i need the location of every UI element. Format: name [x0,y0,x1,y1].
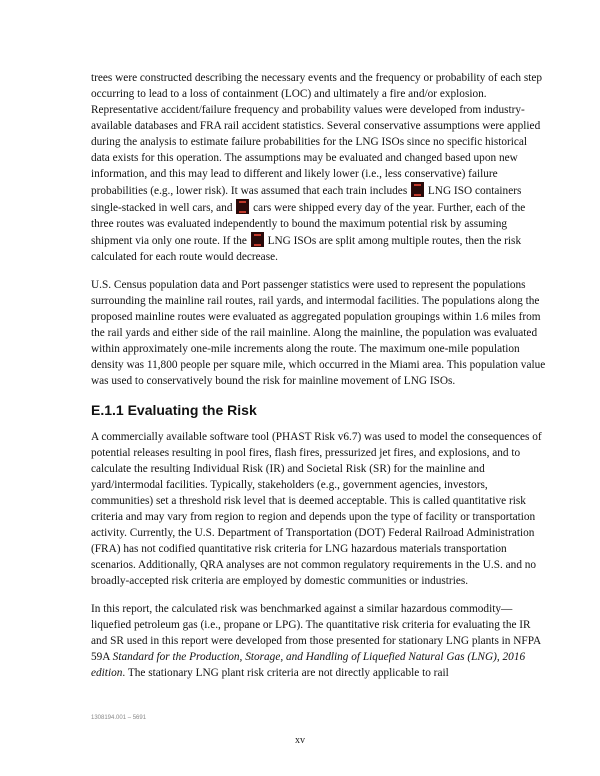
paragraph-benchmark [91,601,548,681]
redaction-mark-icon [411,182,424,197]
p4-text-a: In this report, the calculated risk was benchmarked against a similar hazardous commodity—liquefied petroleum gas (i.e., propane or LPG). The quantitative risk criteria for evaluating the IR and SR used in this report were developed from those presented for stationary LNG plants in NFPA 59A [91,603,541,663]
paragraph-population: U.S. Census population data and Port passenger statistics were used to represent the populations surrounding the mainline rail routes, rail yards, and intermodal facilities. The populations along the proposed mainline routes were evaluated as aggregated population groupings within 1.6 miles from the rail yards and either side of the rail mainline. Along the mainline, the population was evaluated within approximately one-mile increments along the route. The maximum one-mile population density was 11,800 people per square mile, which occurred in the Miami area. This population value was used to conservatively bound the risk for mainline movement of LNG ISOs. [91,279,546,387]
redaction-mark-icon [236,199,249,214]
p4-standard-title: Standard for the Production, Storage, and Handling of Liquefied Natural Gas (LNG), 2016 edition [91,651,526,679]
p1-text-b: LNG ISO containers single-stacked in well cars, and [91,185,522,214]
section-heading: E.1.1 Evaluating the Risk [91,402,257,418]
paragraph-loc-assumptions [91,70,548,265]
redaction-mark-icon [251,232,264,247]
paragraph-phast-risk: A commercially available software tool (PHAST Risk v6.7) was used to model the consequences of potential releases resulting in pool fires, flash fires, pressurized jet fires, and explosions, and to calculate the resulting Individual Risk (IR) and Societal Risk (SR) for the mainline and yard/intermodal facilities. Typically, stakeholders (e.g., government agencies, investors, communities) set a threshold risk level that is deemed acceptable. This is called quantitative risk criteria and may vary from region to region and depends upon the type of facility or transportation activity. Currently, the U.S. Department of Transportation (DOT) Federal Railroad Administration (FRA) has not codified quantitative risk criteria for LNG hazardous materials transportation scenarios. Additionally, QRA analyses are not common regulatory requirements in the U.S. and no broadly-accepted risk criteria are employed by domestic communities or industries. [91,431,542,587]
page-number: xv [295,735,305,746]
p1-text-c: cars were shipped every day of the year. Further, each of the three routes was evaluated independently to bound the maximum potential risk by assuming shipment via only one route. If the [91,202,526,247]
p4-text-b: . The stationary LNG plant risk criteria are not directly applicable to rail [122,667,449,679]
p1-text-a: trees were constructed describing the necessary events and the frequency or probability of each step occurring to lead to a loss of containment (LOC) and ultimately a fire and/or explosion. Representative accident/failure frequency and probability values were developed from industry-available databases and FRA rail accident statistics. Several conservative assumptions were applied during the analysis to estimate failure probabilities for the LNG ISOs since no specific historical data exists for this operation. The assumptions may be evaluated and changed based upon new information, and this may lead to different and likely lower (i.e., less conservative) failure probabilities (e.g., lower risk). It was assumed that each train includes [91,72,543,197]
p1-text-d: LNG ISOs are split among multiple routes, then the risk calculated for each route would decrease. [91,235,522,263]
footer-document-id: 1308194.001 – 5691 [91,715,147,721]
page-content [91,70,548,681]
